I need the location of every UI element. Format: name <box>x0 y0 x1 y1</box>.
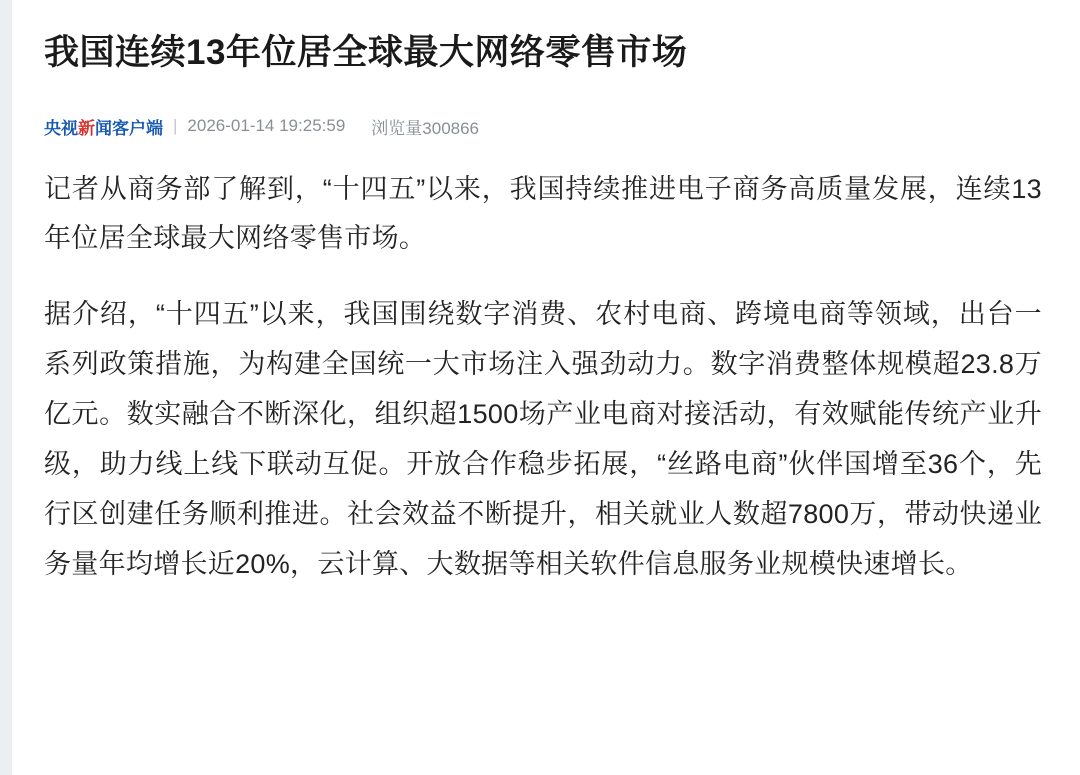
source-name-part3: 闻客户端 <box>95 118 163 138</box>
article-paragraph: 据介绍，“十四五”以来，我国围绕数字消费、农村电商、跨境电商等领域，出台一系列政策措施，为构建全国统一大市场注入强劲动力。数字消费整体规模超23.8万亿元。数实融合不断深化，组织超1500场产业电商对接活动，有效赋能传统产业升级，助力线上线下联动互促。开放合作稳步拓展，“丝路电商”伙伴国增至36个，先行区创建任务顺利推进。社会效益不断提升，相关就业人数超7800万，带动快递业务量年均增长近20%，云计算、大数据等相关软件信息服务业规模快速增长。 <box>44 299 1042 580</box>
view-count: 浏览量300866 <box>371 118 480 138</box>
article-meta <box>44 114 1042 139</box>
source-name-part1: 央视 <box>44 118 78 138</box>
article-paragraph: 记者从商务部了解到，“十四五”以来，我国持续推进电子商务高质量发展，连续13年位居全球最大网络零售市场。 <box>44 173 1042 254</box>
article-content <box>12 0 1080 775</box>
source-name-part2: 新 <box>78 118 95 138</box>
page-title: 我国连续13年位居全球最大网络零售市场 <box>44 33 688 72</box>
publish-datetime: 2026-01-14 19:25:59 <box>187 116 346 135</box>
meta-separator: | <box>173 116 178 135</box>
source-name[interactable] <box>44 114 163 139</box>
article-body <box>44 165 1042 591</box>
left-margin-rail <box>0 0 12 775</box>
